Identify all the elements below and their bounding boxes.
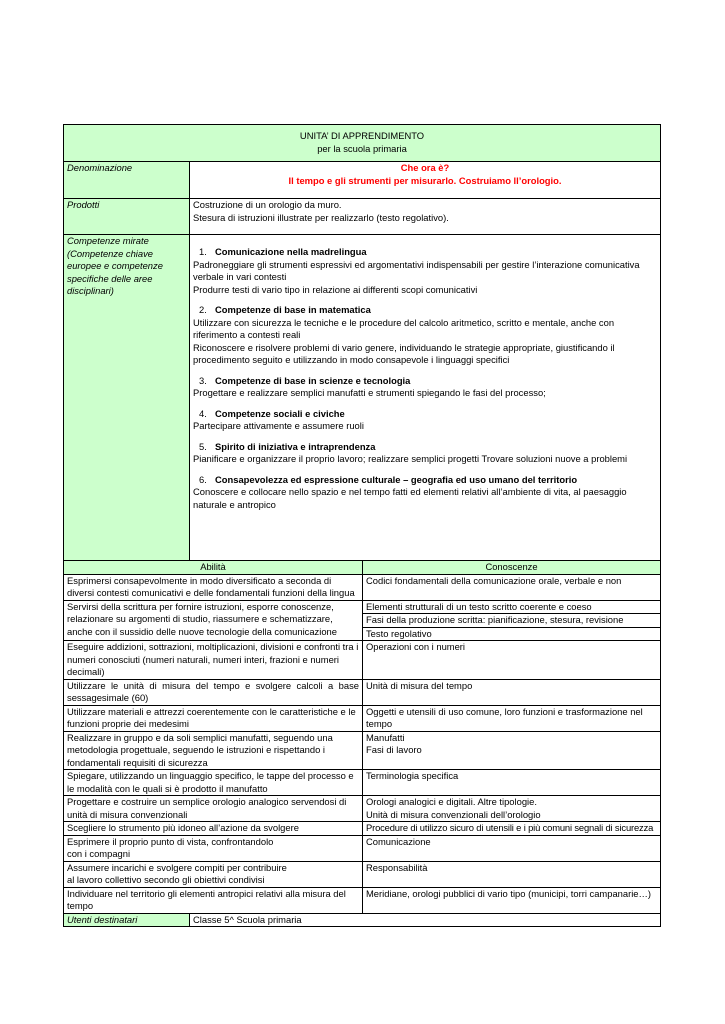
title-subtitle: Il tempo e gli strumenti per misurarlo. Costruiamo ll’orologio. bbox=[288, 174, 562, 186]
competenza-item: 3. Competenze di base in scienze e tecnologia Progettare e realizzare semplici manufatti e strumenti spiegando le fasi del processo; bbox=[193, 375, 657, 400]
conoscenze-header: Conoscenze bbox=[363, 561, 661, 575]
prodotto-1: Costruzione di un orologio da muro. bbox=[193, 199, 342, 210]
abilita-cell: Utilizzare le unità di misura del tempo e svolgere calcoli a base sessagesimale (60) bbox=[64, 679, 363, 705]
competenza-title: Competenze di base in scienze e tecnologia bbox=[215, 374, 411, 386]
unit-title: UNITA’ DI APPRENDIMENTO bbox=[299, 130, 425, 141]
abilita-cell: Spiegare, utilizzando un linguaggio specifico, le tappe del processo e le modalità con le quali si è prodotto il manufatto bbox=[64, 770, 363, 796]
conoscenza-item: Elementi strutturali di un testo scritto coerente e coeso bbox=[366, 600, 592, 612]
unit-subtitle: per la scuola primaria bbox=[317, 142, 407, 154]
prodotti-value bbox=[190, 199, 661, 235]
competenza-title: Competenze di base in matematica bbox=[215, 304, 371, 315]
abilita-cell: Assumere incarichi e svolgere compiti per contribuire al lavoro collettivo secondo gli obiettivi condivisi bbox=[64, 861, 363, 887]
conoscenze-cell: Manufatti Fasi di lavoro bbox=[363, 731, 661, 770]
competenza-title: Comunicazione nella madrelingua bbox=[215, 246, 367, 257]
competenza-text: Partecipare attivamente e assumere ruoli bbox=[193, 420, 364, 431]
conoscenze-cell: Codici fondamentali della comunicazione orale, verbale e non bbox=[363, 574, 661, 600]
conoscenze-cell: Oggetti e utensili di uso comune, loro funzioni e trasformazione nel tempo bbox=[363, 705, 661, 731]
competenza-text: Progettare e realizzare semplici manufatti e strumenti spiegando le fasi del processo; bbox=[193, 387, 546, 398]
abilita-cell: Esprimersi consapevolmente in modo diversificato a seconda di diversi contesti comunicativi e delle fondamentali funzioni della lingua bbox=[64, 574, 363, 600]
competenze-label: Competenze mirate (Competenze chiave europee e competenze specifiche delle aree disciplinari) bbox=[64, 235, 190, 561]
table-row bbox=[64, 835, 661, 861]
table-row bbox=[64, 770, 661, 796]
table-row bbox=[64, 861, 661, 887]
conoscenze-cell: Comunicazione bbox=[363, 835, 661, 861]
competenza-title: Spirito di iniziativa e intraprendenza bbox=[215, 440, 376, 452]
abilita-cell: Esprimere il proprio punto di vista, confrontandolo con i compagni bbox=[64, 835, 363, 861]
table-row bbox=[64, 574, 661, 600]
conoscenza-item: Fasi della produzione scritta: pianificazione, stesura, revisione bbox=[363, 613, 660, 627]
competenza-item: 6. Consapevolezza ed espressione culturale – geografia ed uso umano del territorio Conoscere e collocare nello spazio e nel tempo fatti ed elementi relativi all’ambiente di vita, al paesaggio naturale e antropico bbox=[193, 474, 657, 512]
competenza-text: Utilizzare con sicurezza le tecniche e le procedure del calcolo aritmetico, scritto e mentale, anche con riferimento a contesti reali Riconoscere e risolvere problemi di vario genere, individuando le strategie appropriate, giustificando il procedimento seguito e utilizzando in modo consapevole i linguaggi specifici bbox=[193, 316, 615, 365]
abilita-cell: Realizzare in gruppo e da soli semplici manufatti, seguendo una metodologia progettuale, seguendo le istruzioni e rispettando i fondamentali requisiti di sicurezza bbox=[64, 731, 363, 770]
abilita-cell: Eseguire addizioni, sottrazioni, moltiplicazioni, divisioni e confronti tra i numeri conosciuti (numeri naturali, numeri interi, frazioni e numeri decimali) bbox=[64, 641, 363, 680]
denominazione-value bbox=[190, 162, 661, 199]
competenza-item: 2. Competenze di base in matematica Utilizzare con sicurezza le tecniche e le procedure del calcolo aritmetico, scritto e mentale, anche con riferimento a contesti reali Riconoscere e risolvere problemi di vario genere, individuando le strategie appropriate, giustificando il procedimento seguito e utilizzando in modo consapevole i linguaggi specifici bbox=[193, 304, 657, 367]
competenza-title: Consapevolezza ed espressione culturale – geografia ed uso umano del territorio bbox=[215, 473, 578, 485]
utenti-label: Utenti destinatari bbox=[64, 913, 190, 927]
learning-unit-table bbox=[63, 124, 661, 927]
prodotto-2: Stesura di istruzioni illustrate per realizzarlo (testo regolativo). bbox=[193, 211, 449, 223]
competenza-item: 1. Comunicazione nella madrelingua Padroneggiare gli strumenti espressivi ed argomentativi indispensabili per gestire l’interazione comunicativa verbale in vari contesti Produrre testi di vario tipo in relazione ai differenti scopi comunicativi bbox=[193, 246, 657, 296]
table-row bbox=[64, 796, 661, 822]
abilita-cell: Scegliere lo strumento più idoneo all’azione da svolgere bbox=[64, 822, 363, 836]
abilita-cell: Servirsi della scrittura per fornire istruzioni, esporre conoscenze, relazionare su argomenti di studio, riassumere e schematizzare, anche con il sussidio delle nuove tecnologie della comunicazione bbox=[64, 600, 363, 641]
competenza-text: Conoscere e collocare nello spazio e nel tempo fatti ed elementi relativi all’ambiente di vita, al paesaggio naturale e antropico bbox=[193, 486, 627, 510]
unit-header bbox=[64, 125, 661, 162]
table-row bbox=[64, 731, 661, 770]
table-row bbox=[64, 822, 661, 836]
table-row bbox=[64, 679, 661, 705]
conoscenze-cell: Procedure di utilizzo sicuro di utensili e i più comuni segnali di sicurezza bbox=[363, 822, 661, 836]
abilita-cell: Utilizzare materiali e attrezzi coerentemente con le caratteristiche e le funzioni proprie dei medesimi bbox=[64, 705, 363, 731]
abilita-cell: Individuare nel territorio gli elementi antropici relativi alla misura del tempo bbox=[64, 887, 363, 913]
prodotti-label: Prodotti bbox=[64, 199, 190, 235]
conoscenze-cell: Orologi analogici e digitali. Altre tipologie. Unità di misura convenzionali dell’orologio bbox=[363, 796, 661, 822]
conoscenze-cell: Operazioni con i numeri bbox=[363, 641, 661, 680]
conoscenza-item: Testo regolativo bbox=[363, 627, 660, 641]
conoscenze-cell: Responsabilità bbox=[363, 861, 661, 887]
conoscenze-cell: Unità di misura del tempo bbox=[363, 679, 661, 705]
conoscenze-cell: Meridiane, orologi pubblici di vario tipo (municipi, torri campanarie…) bbox=[363, 887, 661, 913]
denominazione-label: Denominazione bbox=[64, 162, 190, 199]
competenza-text: Pianificare e organizzare il proprio lavoro; realizzare semplici progetti Trovare soluzioni nuove a problemi bbox=[193, 453, 628, 464]
utenti-value: Classe 5^ Scuola primaria bbox=[190, 913, 661, 927]
conoscenze-cell bbox=[363, 600, 661, 641]
table-row bbox=[64, 887, 661, 913]
competenza-item: 4. Competenze sociali e civiche Partecipare attivamente e assumere ruoli bbox=[193, 408, 657, 433]
competenza-title: Competenze sociali e civiche bbox=[215, 407, 345, 419]
table-row bbox=[64, 705, 661, 731]
competenza-item: 5. Spirito di iniziativa e intraprendenza Pianificare e organizzare il proprio lavoro; realizzare semplici progetti Trovare soluzioni nuove a problemi bbox=[193, 441, 657, 466]
abilita-header: Abilità bbox=[64, 561, 363, 575]
table-row bbox=[64, 600, 661, 641]
conoscenze-cell: Terminologia specifica bbox=[363, 770, 661, 796]
table-row bbox=[64, 641, 661, 680]
competenza-text: Padroneggiare gli strumenti espressivi ed argomentativi indispensabili per gestire l’interazione comunicativa verbale in vari contesti Produrre testi di vario tipo in relazione ai differenti scopi comunicativi bbox=[193, 258, 640, 295]
title-question: Che ora è? bbox=[400, 162, 450, 173]
abilita-cell: Progettare e costruire un semplice orologio analogico servendosi di unità di misura convenzionali bbox=[64, 796, 363, 822]
competenze-list bbox=[190, 235, 661, 561]
